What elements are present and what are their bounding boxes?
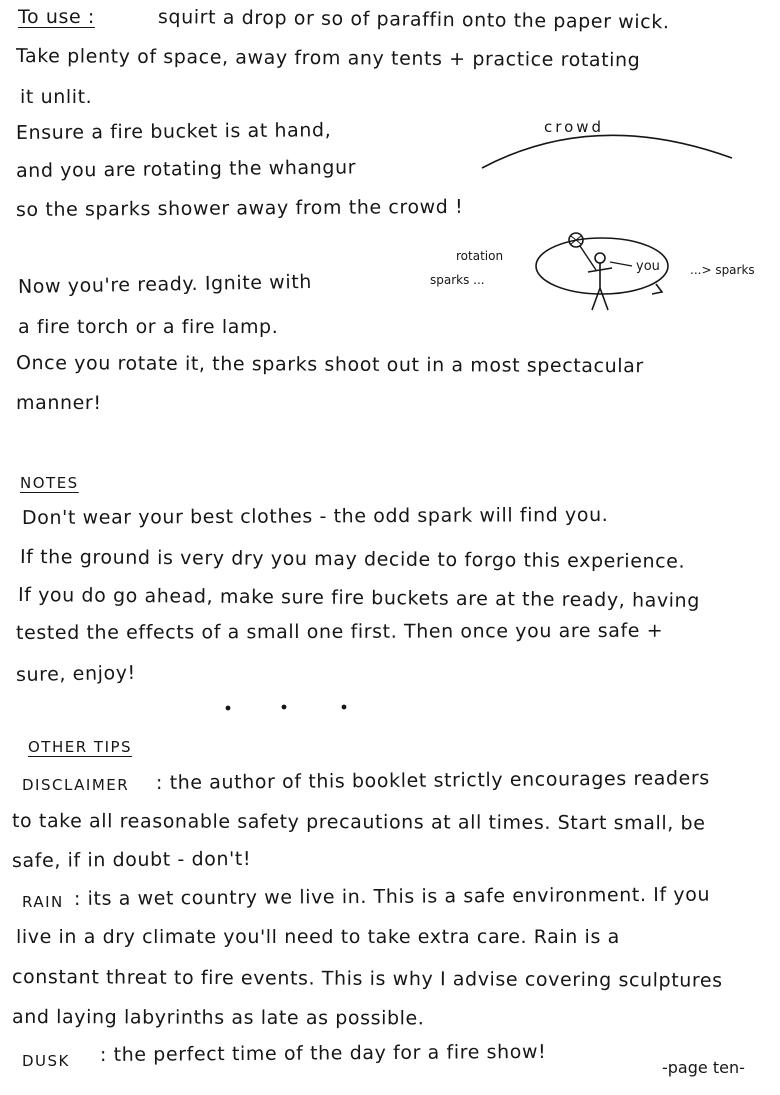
crowd-label: crowd [544,118,605,136]
rain-label: RAIN [22,893,64,911]
other-tips-heading: OTHER TIPS [28,738,133,756]
you-pointer [610,262,632,266]
to-use-line-8: a fire torch or a fire lamp. [18,316,279,338]
rain-line-2: live in a dry climate you'll need to take extra care. Rain is a [16,926,620,948]
dusk-line-1: : the perfect time of the day for a fire show! [99,1040,547,1066]
whangur-string [580,246,596,270]
rotation-sparks-label: sparks ... [430,273,485,287]
to-use-heading: To use : [18,6,95,28]
disclaimer-label: DISCLAIMER [22,776,130,794]
to-use-line-4: Ensure a fire bucket is at hand, [15,119,332,144]
dusk-label: DUSK [22,1052,70,1070]
to-use-line-5: and you are rotating the whangur [15,156,357,182]
rain-line-1: : its a wet country we live in. This is a safe environment. If you [73,883,711,910]
notes-line-5: sure, enjoy! [15,661,136,686]
notes-line-2: If the ground is very dry you may decide to forgo this experience. [19,546,686,573]
to-use-line-2: Take plenty of space, away from any tents + practice rotating [15,45,641,72]
to-use-line-1: squirt a drop or so of paraffin onto the paper wick. [157,6,670,34]
page-number: -page ten- [662,1058,745,1077]
rotation-diagram [420,110,780,320]
to-use-line-7: Now you're ready. Ignite with [17,270,313,298]
notes-heading: NOTES [20,474,79,492]
rain-line-4: and laying labyrinths as late as possible. [11,1006,425,1030]
to-use-line-10: manner! [16,392,102,414]
section-divider-dots [220,700,360,714]
rotation-label: rotation [456,249,504,263]
notes-line-1: Don't wear your best clothes - the odd spark will find you. [21,503,609,529]
stick-figure [588,253,612,310]
notes-line-4: tested the effects of a small one first. Then once you are safe + [15,619,664,644]
rotation-arrow [652,284,662,294]
sparks-label: ...> sparks [690,263,755,277]
to-use-line-6: so the sparks shower away from the crowd ! [15,195,464,221]
disclaimer-line-1: : the author of this booklet strictly encourages readers [155,767,710,794]
to-use-line-3: it unlit. [20,86,93,108]
disclaimer-line-3: safe, if in doubt - don't! [11,847,252,872]
disclaimer-line-2: to take all reasonable safety precautions at all times. Start small, be [11,810,706,835]
crowd-arc [482,135,732,168]
notes-line-3: If you do go ahead, make sure fire buckets are at the ready, having [17,584,701,612]
to-use-line-9: Once you rotate it, the sparks shoot out in a most spectacular [15,352,644,378]
rain-line-3: constant threat to fire events. This is why I advise covering sculptures [11,966,723,992]
you-label: you [636,259,660,274]
